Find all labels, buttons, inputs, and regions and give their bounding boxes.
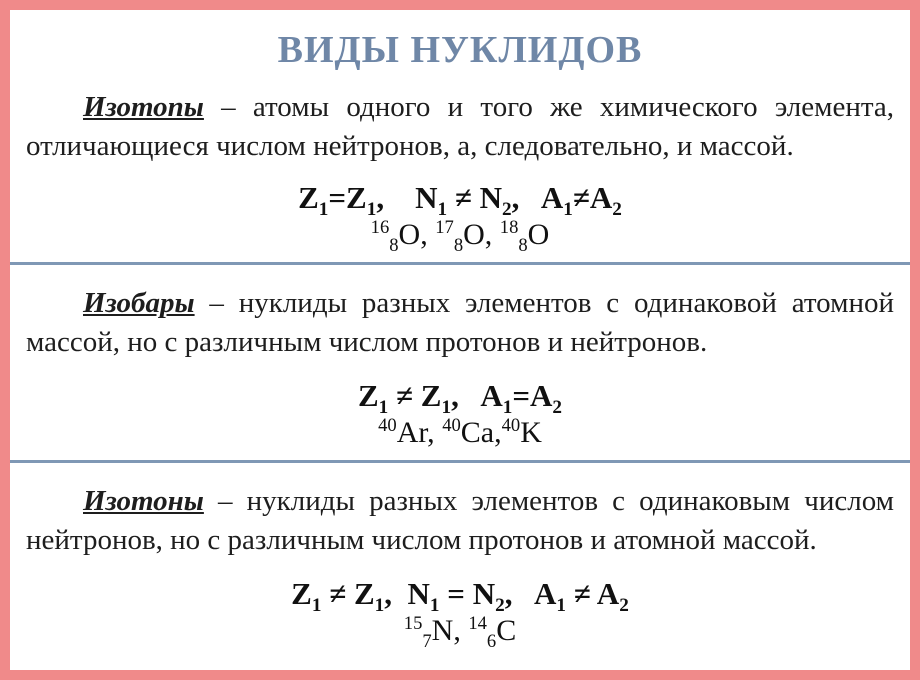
- isotones-text: – нуклиды разных элементов с одинаковым числом нейтронов, но с различным числом протонов и атомной массой.: [26, 485, 894, 556]
- section-divider: [10, 262, 910, 265]
- isotopes-formula: $Z_1=Z_1$, $N_1 \ne N_2$, $A_1\ne A_2$: [298, 180, 622, 221]
- isobars-term: Изобары: [83, 287, 195, 319]
- isotones-term: Изотоны: [83, 485, 204, 517]
- slide: [10, 10, 910, 670]
- isobars-definition: [26, 284, 894, 362]
- isotopes-text: – атомы одного и того же химического элемента, отличающиеся числом нейтронов, а, следовательно, и массой.: [26, 91, 894, 162]
- isotopes-examples: $^{16}_8$O, $^{17}_8$O, $^{18}_8$O: [370, 217, 550, 256]
- isotopes-term: Изотопы: [83, 91, 204, 123]
- isotones-definition: [26, 482, 894, 560]
- page-title: ВИДЫ НУКЛИДОВ: [277, 29, 643, 71]
- isobars-text: – нуклиды разных элементов с одинаковой атомной массой, но с различным числом протонов и нейтронов.: [26, 287, 895, 358]
- isotones-formula: $Z_1 \ne Z_1$, $N_1 = N_2$, $A_1 \ne A_2$: [291, 576, 629, 617]
- isobars-formula: $Z_1 \ne Z_1$, $A_1=A_2$: [357, 378, 563, 419]
- section-divider: [10, 460, 910, 463]
- isobars-examples: $^{40}$Ar, $^{40}$Ca,$^{40}$K: [378, 415, 542, 449]
- isotopes-definition: [26, 88, 894, 166]
- isotones-examples: $^{15}_7$N, $^{14}_6$C: [403, 613, 517, 652]
